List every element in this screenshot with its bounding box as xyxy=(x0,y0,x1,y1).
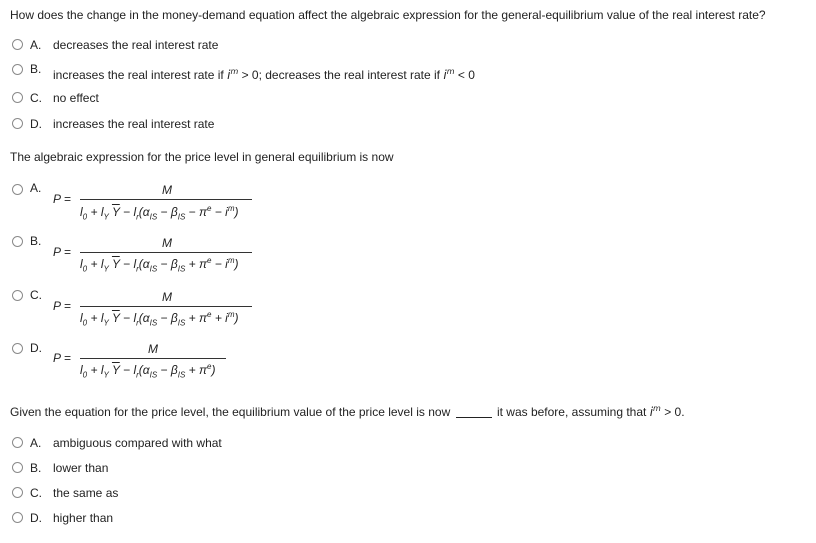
q2-option-a-denominator: $l_0 + l_Y$ $\overline{Y} - l_r(\alpha_{IS} - \beta_{IS} - \pi^e - i^m)$ xyxy=(80,204,239,222)
q3-radio-a[interactable] xyxy=(12,437,23,448)
q1-option-a-label[interactable]: decreases the real interest rate xyxy=(53,38,219,52)
question-2-text: The algebraic expression for the price level in general equilibrium is now xyxy=(10,150,394,164)
question-3-part1: Given the equation for the price level, the equilibrium value of the price level is now xyxy=(10,405,451,419)
q2-option-b-p-equals: P = xyxy=(53,245,71,259)
q1-radio-b[interactable] xyxy=(12,64,23,75)
q1-option-b-part1: increases the real interest rate if xyxy=(53,68,224,82)
q3-option-d-label[interactable]: higher than xyxy=(53,511,114,525)
q2-option-c-letter: C. xyxy=(30,288,42,302)
q1-option-b-part2: > 0; decreases the real interest rate if xyxy=(241,68,441,82)
q1-option-b-letter: B. xyxy=(30,62,42,76)
q2-option-a-letter: A. xyxy=(30,181,42,195)
q1-option-c-label[interactable]: no effect xyxy=(53,91,99,105)
q2-option-c-denominator: $l_0 + l_Y$ $\overline{Y} - l_r(\alpha_{IS} - \beta_{IS} + \pi^e + i^m)$ xyxy=(80,310,239,328)
q2-option-c-fraction-bar xyxy=(80,306,252,307)
q3-option-c-label[interactable]: the same as xyxy=(53,486,119,500)
q3-option-d-letter: D. xyxy=(30,511,42,525)
q1-radio-a[interactable] xyxy=(12,39,23,50)
q2-option-a-fraction-bar xyxy=(80,199,252,200)
question-3-part2: it was before, assuming that xyxy=(496,405,647,419)
q2-option-d-letter: D. xyxy=(30,341,42,355)
q2-radio-c[interactable] xyxy=(12,290,23,301)
q1-option-a-letter: A. xyxy=(30,38,42,52)
q1-option-d-letter: D. xyxy=(30,117,42,131)
q2-option-b-letter: B. xyxy=(30,234,42,248)
q3-option-b-label[interactable]: lower than xyxy=(53,461,109,475)
q3-option-a-label[interactable]: ambiguous compared with what xyxy=(53,436,222,450)
q1-option-d-label[interactable]: increases the real interest rate xyxy=(53,117,215,131)
question-1-text: How does the change in the money-demand equation affect the algebraic expression for the general-equilibrium value of the real interest rate? xyxy=(10,8,766,22)
q2-option-b-fraction-bar xyxy=(80,252,252,253)
q3-option-c-letter: C. xyxy=(30,486,42,500)
question-3-part3: > 0. xyxy=(664,405,685,419)
q3-option-a-letter: A. xyxy=(30,436,42,450)
q2-option-d-numerator: M xyxy=(148,342,158,356)
q3-radio-c[interactable] xyxy=(12,487,23,498)
q1-option-b-label[interactable]: increases the real interest rate if $i^m > 0$; decreases the real interest rate if $i^m < 0$ xyxy=(53,67,475,82)
q2-option-a-numerator: M xyxy=(162,183,172,197)
q2-radio-b[interactable] xyxy=(12,236,23,247)
q3-radio-b[interactable] xyxy=(12,462,23,473)
q2-option-d-fraction-bar xyxy=(80,358,226,359)
q2-option-d-p-equals: P = xyxy=(53,351,71,365)
q2-option-b-numerator: M xyxy=(162,236,172,250)
q2-option-a-p-equals: P = xyxy=(53,192,71,206)
q3-option-b-letter: B. xyxy=(30,461,42,475)
q1-option-b-part3: < 0 xyxy=(457,68,475,82)
q1-option-c-letter: C. xyxy=(30,91,42,105)
q2-option-d-denominator: $l_0 + l_Y$ $\overline{Y} - l_r(\alpha_{IS} - \beta_{IS} + \pi^e)$ xyxy=(80,362,216,380)
q2-option-c-p-equals: P = xyxy=(53,299,71,313)
q2-radio-a[interactable] xyxy=(12,184,23,195)
q2-option-b-denominator: $l_0 + l_Y$ $\overline{Y} - l_r(\alpha_{IS} - \beta_{IS} + \pi^e - i^m)$ xyxy=(80,256,239,274)
question-3-answer-blank xyxy=(456,417,492,418)
q2-option-c-numerator: M xyxy=(162,290,172,304)
q1-radio-d[interactable] xyxy=(12,118,23,129)
q1-radio-c[interactable] xyxy=(12,92,23,103)
question-3-text: Given the equation for the price level, the equilibrium value of the price level is now it was before, assuming that $i^m > 0$. xyxy=(10,404,685,419)
q2-radio-d[interactable] xyxy=(12,343,23,354)
q3-radio-d[interactable] xyxy=(12,512,23,523)
